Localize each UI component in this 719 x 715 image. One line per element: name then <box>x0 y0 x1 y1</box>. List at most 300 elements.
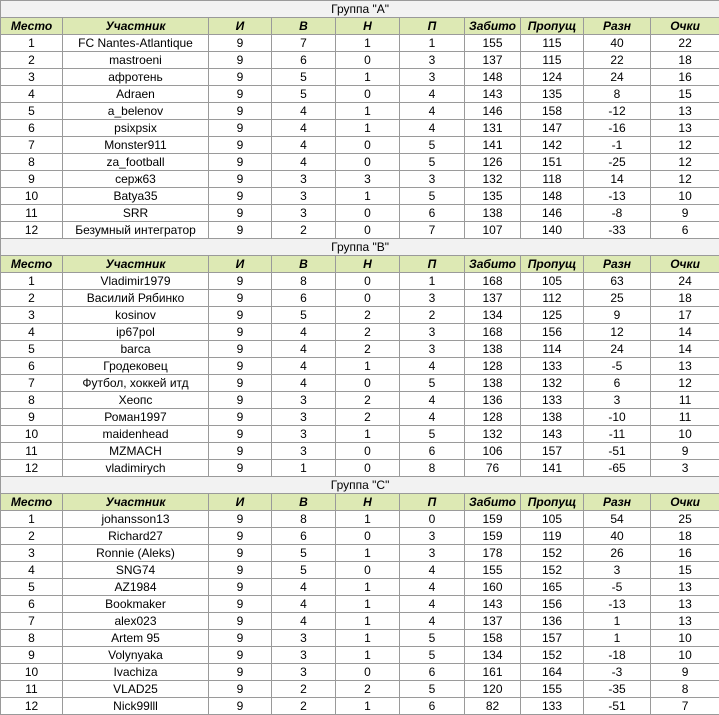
table-row <box>1 205 719 222</box>
cell-participant: Nick99lll <box>63 698 209 715</box>
cell-place: 9 <box>1 409 63 426</box>
cell-participant: MZMACH <box>63 443 209 460</box>
cell-games: 9 <box>209 86 272 103</box>
column-header-goal-diff: Разн <box>584 256 651 273</box>
table-row <box>1 52 719 69</box>
cell-goals-against: 147 <box>521 120 584 137</box>
cell-games: 9 <box>209 137 272 154</box>
column-header-draws: Н <box>336 256 400 273</box>
cell-goal-diff: -13 <box>584 596 651 613</box>
cell-place: 1 <box>1 273 63 290</box>
column-header-losses: П <box>400 494 465 511</box>
cell-wins: 4 <box>272 375 336 392</box>
table-row <box>1 579 719 596</box>
cell-points: 14 <box>651 341 719 358</box>
cell-draws: 2 <box>336 341 400 358</box>
table-row <box>1 222 719 239</box>
cell-place: 4 <box>1 324 63 341</box>
cell-games: 9 <box>209 545 272 562</box>
cell-goal-diff: 24 <box>584 69 651 86</box>
cell-place: 9 <box>1 647 63 664</box>
cell-goals-for: 126 <box>465 154 521 171</box>
cell-wins: 3 <box>272 647 336 664</box>
cell-goals-for: 138 <box>465 205 521 222</box>
cell-goals-for: 168 <box>465 273 521 290</box>
cell-wins: 3 <box>272 443 336 460</box>
cell-games: 9 <box>209 307 272 324</box>
cell-goals-against: 119 <box>521 528 584 545</box>
cell-losses: 3 <box>400 69 465 86</box>
table-row <box>1 324 719 341</box>
cell-participant: a_belenov <box>63 103 209 120</box>
cell-goal-diff: 6 <box>584 375 651 392</box>
cell-participant: VLAD25 <box>63 681 209 698</box>
cell-goals-against: 146 <box>521 205 584 222</box>
cell-participant: vladimirych <box>63 460 209 477</box>
cell-goal-diff: -33 <box>584 222 651 239</box>
cell-place: 11 <box>1 205 63 222</box>
cell-goal-diff: 54 <box>584 511 651 528</box>
cell-participant: FC Nantes-Atlantique <box>63 35 209 52</box>
cell-points: 13 <box>651 358 719 375</box>
cell-goals-against: 165 <box>521 579 584 596</box>
cell-goal-diff: -12 <box>584 103 651 120</box>
cell-goal-diff: -35 <box>584 681 651 698</box>
cell-draws: 0 <box>336 205 400 222</box>
table-row <box>1 120 719 137</box>
cell-goals-for: 132 <box>465 426 521 443</box>
table-row <box>1 545 719 562</box>
cell-participant: Роман1997 <box>63 409 209 426</box>
cell-points: 17 <box>651 307 719 324</box>
cell-wins: 6 <box>272 528 336 545</box>
table-row <box>1 528 719 545</box>
cell-losses: 4 <box>400 358 465 375</box>
cell-participant: Безумный интегратор <box>63 222 209 239</box>
cell-losses: 3 <box>400 324 465 341</box>
cell-goals-for: 141 <box>465 137 521 154</box>
cell-games: 9 <box>209 324 272 341</box>
cell-points: 13 <box>651 596 719 613</box>
cell-goals-for: 138 <box>465 375 521 392</box>
cell-wins: 3 <box>272 392 336 409</box>
cell-goals-against: 141 <box>521 460 584 477</box>
cell-goal-diff: -10 <box>584 409 651 426</box>
cell-goal-diff: 25 <box>584 290 651 307</box>
cell-draws: 0 <box>336 86 400 103</box>
cell-place: 2 <box>1 290 63 307</box>
cell-games: 9 <box>209 273 272 290</box>
cell-participant: Василий Рябинко <box>63 290 209 307</box>
column-header-goal-diff: Разн <box>584 494 651 511</box>
cell-draws: 1 <box>336 120 400 137</box>
cell-draws: 2 <box>336 392 400 409</box>
cell-wins: 6 <box>272 290 336 307</box>
cell-losses: 4 <box>400 579 465 596</box>
cell-goals-against: 124 <box>521 69 584 86</box>
cell-goal-diff: 14 <box>584 171 651 188</box>
cell-participant: johansson13 <box>63 511 209 528</box>
table-row <box>1 409 719 426</box>
table-row <box>1 613 719 630</box>
cell-draws: 0 <box>336 137 400 154</box>
cell-losses: 4 <box>400 120 465 137</box>
cell-participant: alex023 <box>63 613 209 630</box>
cell-losses: 4 <box>400 392 465 409</box>
cell-losses: 4 <box>400 86 465 103</box>
cell-place: 5 <box>1 579 63 596</box>
cell-draws: 2 <box>336 307 400 324</box>
cell-losses: 7 <box>400 222 465 239</box>
column-header-place: Место <box>1 18 63 35</box>
cell-losses: 3 <box>400 290 465 307</box>
column-header-points: Очки <box>651 494 719 511</box>
cell-losses: 5 <box>400 426 465 443</box>
cell-goal-diff: 63 <box>584 273 651 290</box>
cell-wins: 8 <box>272 273 336 290</box>
cell-place: 12 <box>1 698 63 715</box>
cell-goals-against: 164 <box>521 664 584 681</box>
cell-wins: 4 <box>272 613 336 630</box>
cell-goal-diff: -51 <box>584 698 651 715</box>
cell-draws: 3 <box>336 171 400 188</box>
cell-draws: 0 <box>336 443 400 460</box>
column-header-points: Очки <box>651 18 719 35</box>
cell-points: 8 <box>651 681 719 698</box>
table-row <box>1 698 719 715</box>
cell-losses: 4 <box>400 613 465 630</box>
cell-place: 2 <box>1 52 63 69</box>
cell-participant: Bookmaker <box>63 596 209 613</box>
table-row <box>1 86 719 103</box>
cell-goals-for: 155 <box>465 562 521 579</box>
cell-games: 9 <box>209 392 272 409</box>
table-row <box>1 664 719 681</box>
group-title: Группа "С" <box>1 477 719 494</box>
table-row <box>1 154 719 171</box>
cell-goal-diff: -13 <box>584 188 651 205</box>
cell-goals-against: 156 <box>521 324 584 341</box>
cell-draws: 1 <box>336 596 400 613</box>
cell-losses: 3 <box>400 528 465 545</box>
table-row <box>1 273 719 290</box>
cell-losses: 4 <box>400 596 465 613</box>
cell-participant: Хеопс <box>63 392 209 409</box>
cell-losses: 5 <box>400 647 465 664</box>
cell-goals-for: 148 <box>465 69 521 86</box>
cell-participant: афротень <box>63 69 209 86</box>
cell-points: 16 <box>651 69 719 86</box>
cell-games: 9 <box>209 222 272 239</box>
cell-goal-diff: 9 <box>584 307 651 324</box>
table-row <box>1 103 719 120</box>
cell-participant: mastroeni <box>63 52 209 69</box>
cell-place: 3 <box>1 545 63 562</box>
cell-games: 9 <box>209 647 272 664</box>
cell-draws: 0 <box>336 222 400 239</box>
table-row <box>1 137 719 154</box>
cell-draws: 1 <box>336 188 400 205</box>
cell-goal-diff: 3 <box>584 392 651 409</box>
table-body <box>1 1 719 715</box>
cell-goals-against: 133 <box>521 392 584 409</box>
cell-points: 12 <box>651 171 719 188</box>
cell-goals-for: 159 <box>465 511 521 528</box>
cell-participant: Artem 95 <box>63 630 209 647</box>
cell-goals-for: 120 <box>465 681 521 698</box>
cell-participant: Футбол, хоккей итд <box>63 375 209 392</box>
cell-participant: Vladimir1979 <box>63 273 209 290</box>
cell-goals-against: 152 <box>521 545 584 562</box>
column-header-draws: Н <box>336 18 400 35</box>
cell-goals-for: 143 <box>465 86 521 103</box>
column-header-place: Место <box>1 494 63 511</box>
cell-place: 12 <box>1 222 63 239</box>
cell-goal-diff: -11 <box>584 426 651 443</box>
cell-participant: Ronnie (Aleks) <box>63 545 209 562</box>
cell-draws: 2 <box>336 409 400 426</box>
column-header-points: Очки <box>651 256 719 273</box>
cell-place: 5 <box>1 103 63 120</box>
cell-losses: 5 <box>400 188 465 205</box>
cell-points: 15 <box>651 562 719 579</box>
cell-goal-diff: 24 <box>584 341 651 358</box>
cell-losses: 6 <box>400 205 465 222</box>
cell-points: 25 <box>651 511 719 528</box>
cell-wins: 7 <box>272 35 336 52</box>
cell-draws: 1 <box>336 511 400 528</box>
cell-participant: серж63 <box>63 171 209 188</box>
cell-points: 18 <box>651 290 719 307</box>
cell-losses: 4 <box>400 562 465 579</box>
cell-participant: SNG74 <box>63 562 209 579</box>
cell-goals-for: 128 <box>465 358 521 375</box>
cell-place: 1 <box>1 35 63 52</box>
table-row <box>1 290 719 307</box>
cell-losses: 4 <box>400 409 465 426</box>
cell-points: 22 <box>651 35 719 52</box>
cell-goals-against: 105 <box>521 511 584 528</box>
column-header-place: Место <box>1 256 63 273</box>
cell-points: 13 <box>651 103 719 120</box>
cell-games: 9 <box>209 528 272 545</box>
table-row <box>1 630 719 647</box>
cell-wins: 2 <box>272 681 336 698</box>
cell-games: 9 <box>209 103 272 120</box>
cell-losses: 5 <box>400 630 465 647</box>
cell-place: 9 <box>1 171 63 188</box>
cell-goal-diff: -16 <box>584 120 651 137</box>
cell-points: 13 <box>651 120 719 137</box>
cell-goals-against: 133 <box>521 358 584 375</box>
cell-games: 9 <box>209 681 272 698</box>
cell-place: 6 <box>1 120 63 137</box>
cell-goals-against: 156 <box>521 596 584 613</box>
cell-wins: 5 <box>272 307 336 324</box>
cell-games: 9 <box>209 630 272 647</box>
cell-losses: 4 <box>400 103 465 120</box>
cell-wins: 4 <box>272 154 336 171</box>
cell-points: 10 <box>651 426 719 443</box>
cell-games: 9 <box>209 69 272 86</box>
column-header-participant: Участник <box>63 18 209 35</box>
cell-games: 9 <box>209 120 272 137</box>
cell-goal-diff: 40 <box>584 528 651 545</box>
cell-wins: 3 <box>272 171 336 188</box>
cell-points: 7 <box>651 698 719 715</box>
cell-losses: 3 <box>400 545 465 562</box>
cell-goals-for: 143 <box>465 596 521 613</box>
cell-participant: Richard27 <box>63 528 209 545</box>
cell-draws: 1 <box>336 69 400 86</box>
cell-participant: kosinov <box>63 307 209 324</box>
cell-wins: 3 <box>272 205 336 222</box>
cell-goals-for: 168 <box>465 324 521 341</box>
cell-place: 12 <box>1 460 63 477</box>
column-header-goals-against: Пропущ <box>521 18 584 35</box>
cell-draws: 0 <box>336 562 400 579</box>
cell-points: 11 <box>651 392 719 409</box>
cell-place: 6 <box>1 358 63 375</box>
column-header-goals-for: Забито <box>465 18 521 35</box>
table-row <box>1 511 719 528</box>
cell-goals-against: 152 <box>521 562 584 579</box>
cell-wins: 4 <box>272 596 336 613</box>
cell-games: 9 <box>209 290 272 307</box>
cell-wins: 8 <box>272 511 336 528</box>
table-row <box>1 307 719 324</box>
cell-goal-diff: 40 <box>584 35 651 52</box>
cell-draws: 0 <box>336 273 400 290</box>
cell-participant: Monster911 <box>63 137 209 154</box>
cell-participant: Volynyaka <box>63 647 209 664</box>
table-row <box>1 375 719 392</box>
cell-losses: 1 <box>400 35 465 52</box>
cell-place: 6 <box>1 596 63 613</box>
cell-games: 9 <box>209 613 272 630</box>
cell-wins: 4 <box>272 120 336 137</box>
cell-goals-for: 131 <box>465 120 521 137</box>
table-row <box>1 358 719 375</box>
group-title-row <box>1 1 719 18</box>
cell-goals-for: 155 <box>465 35 521 52</box>
column-header-row <box>1 18 719 35</box>
cell-games: 9 <box>209 460 272 477</box>
group-title-row <box>1 477 719 494</box>
cell-games: 9 <box>209 579 272 596</box>
group-title: Группа "А" <box>1 1 719 18</box>
cell-participant: maidenhead <box>63 426 209 443</box>
cell-losses: 1 <box>400 273 465 290</box>
cell-goals-against: 135 <box>521 86 584 103</box>
cell-place: 3 <box>1 307 63 324</box>
cell-goals-against: 142 <box>521 137 584 154</box>
cell-place: 8 <box>1 630 63 647</box>
cell-place: 4 <box>1 562 63 579</box>
cell-goal-diff: -5 <box>584 358 651 375</box>
cell-points: 10 <box>651 647 719 664</box>
cell-wins: 2 <box>272 698 336 715</box>
cell-goals-against: 132 <box>521 375 584 392</box>
cell-goals-for: 132 <box>465 171 521 188</box>
cell-losses: 3 <box>400 52 465 69</box>
column-header-wins: В <box>272 494 336 511</box>
cell-wins: 4 <box>272 103 336 120</box>
cell-points: 13 <box>651 579 719 596</box>
cell-goal-diff: 8 <box>584 86 651 103</box>
cell-draws: 0 <box>336 664 400 681</box>
cell-goals-against: 158 <box>521 103 584 120</box>
cell-losses: 2 <box>400 307 465 324</box>
cell-goals-against: 151 <box>521 154 584 171</box>
cell-participant: za_football <box>63 154 209 171</box>
cell-goals-against: 125 <box>521 307 584 324</box>
cell-games: 9 <box>209 341 272 358</box>
cell-goal-diff: -51 <box>584 443 651 460</box>
cell-place: 7 <box>1 137 63 154</box>
cell-goal-diff: -8 <box>584 205 651 222</box>
column-header-draws: Н <box>336 494 400 511</box>
table-row <box>1 460 719 477</box>
cell-points: 15 <box>651 86 719 103</box>
cell-draws: 1 <box>336 545 400 562</box>
cell-wins: 5 <box>272 545 336 562</box>
table-row <box>1 596 719 613</box>
cell-place: 3 <box>1 69 63 86</box>
cell-goals-for: 137 <box>465 290 521 307</box>
cell-draws: 0 <box>336 290 400 307</box>
cell-goal-diff: -25 <box>584 154 651 171</box>
cell-losses: 5 <box>400 375 465 392</box>
cell-draws: 1 <box>336 647 400 664</box>
cell-wins: 3 <box>272 426 336 443</box>
cell-participant: Гродековец <box>63 358 209 375</box>
cell-goals-for: 161 <box>465 664 521 681</box>
table-row <box>1 341 719 358</box>
table-row <box>1 443 719 460</box>
cell-goals-against: 136 <box>521 613 584 630</box>
cell-goals-against: 140 <box>521 222 584 239</box>
cell-goals-for: 136 <box>465 392 521 409</box>
cell-participant: SRR <box>63 205 209 222</box>
cell-draws: 1 <box>336 630 400 647</box>
cell-wins: 5 <box>272 562 336 579</box>
cell-games: 9 <box>209 35 272 52</box>
cell-games: 9 <box>209 562 272 579</box>
column-header-wins: В <box>272 18 336 35</box>
cell-goals-for: 137 <box>465 613 521 630</box>
cell-goals-for: 76 <box>465 460 521 477</box>
cell-points: 9 <box>651 205 719 222</box>
cell-goals-against: 133 <box>521 698 584 715</box>
cell-draws: 1 <box>336 613 400 630</box>
cell-goal-diff: 1 <box>584 613 651 630</box>
cell-losses: 3 <box>400 171 465 188</box>
cell-games: 9 <box>209 426 272 443</box>
table-row <box>1 188 719 205</box>
cell-goals-for: 137 <box>465 52 521 69</box>
cell-points: 24 <box>651 273 719 290</box>
cell-goal-diff: 26 <box>584 545 651 562</box>
cell-draws: 2 <box>336 324 400 341</box>
cell-participant: Adraen <box>63 86 209 103</box>
cell-draws: 0 <box>336 154 400 171</box>
cell-points: 13 <box>651 613 719 630</box>
cell-place: 4 <box>1 86 63 103</box>
cell-draws: 1 <box>336 103 400 120</box>
cell-wins: 3 <box>272 409 336 426</box>
cell-losses: 3 <box>400 341 465 358</box>
